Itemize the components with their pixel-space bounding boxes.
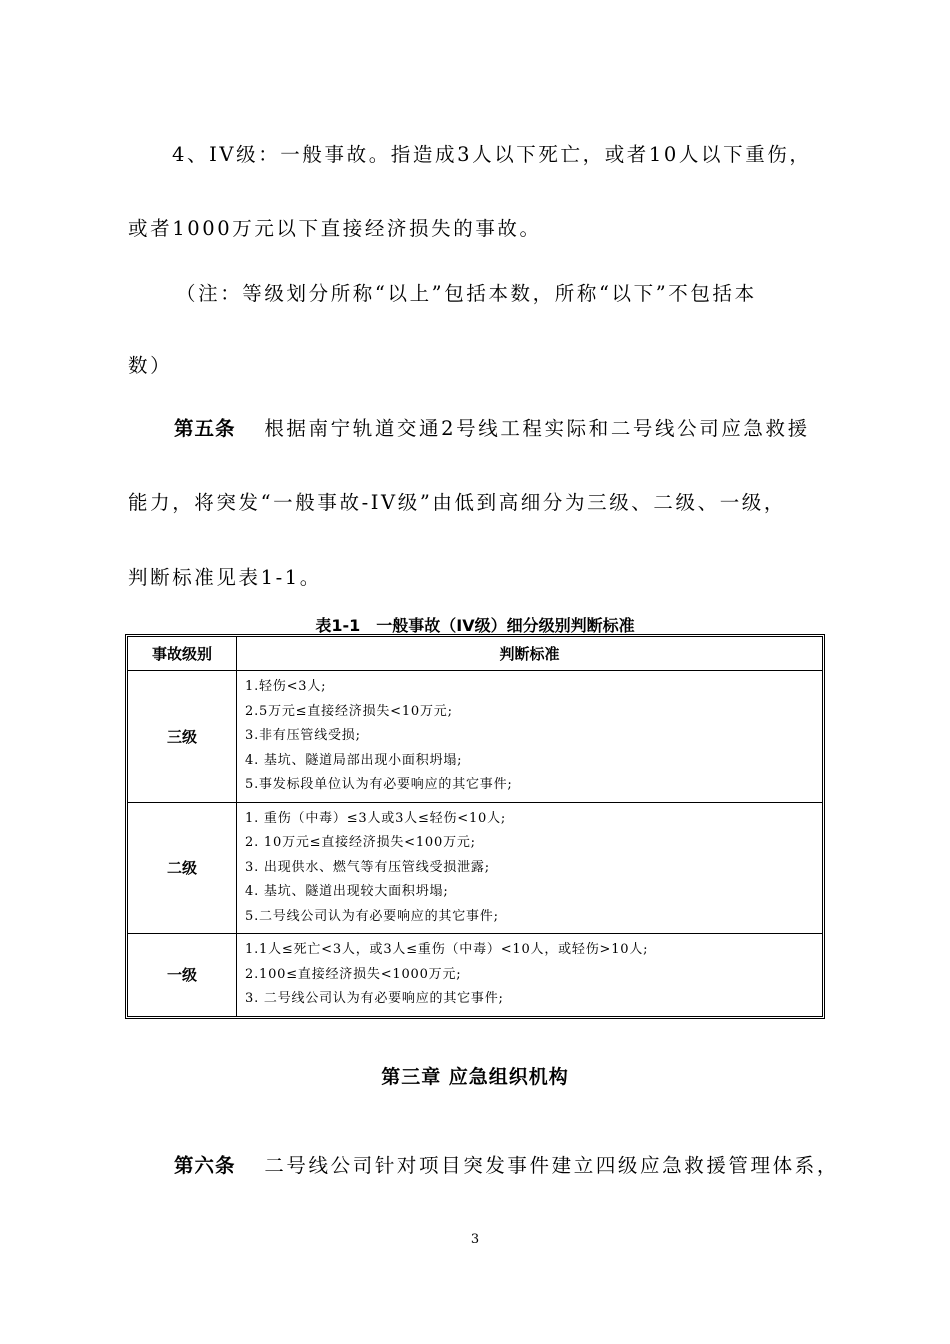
criteria-item: 3. 二号线公司认为有必要响应的其它事件; [245,991,504,1006]
criteria-item: 5.事发标段单位认为有必要响应的其它事件; [245,777,513,792]
level-cell: 一级 [128,934,237,1016]
table-header-row [128,637,822,671]
article-6-label: 第六条 [174,1154,236,1177]
note-line2: 数） [128,354,173,377]
criteria-item: 2. 10万元≤直接经济损失<100万元; [245,835,476,850]
criteria-item: 2.5万元≤直接经济损失<10万元; [245,703,453,719]
article-5-label: 第五条 [174,417,236,440]
criteria-item: 1.1人≤死亡<3人，或3人≤重伤（中毒）<10人，或轻伤>10人; [245,942,649,957]
paragraph-iv-level-line2: 或者1000万元以下直接经济损失的事故。 [128,217,542,240]
criteria-item: 5.二号线公司认为有必要响应的其它事件; [245,908,499,924]
criteria-item: 2.100≤直接经济损失<1000万元; [245,966,462,982]
article-5-line1 [174,413,874,441]
header-criteria: 判断标准 [237,637,822,671]
criteria-item: 1.轻伤<3人; [245,679,327,694]
paragraph-iv-level-line1: 4、IV级：一般事故。指造成3人以下死亡，或者10人以下重伤， [172,143,812,166]
criteria-cell [237,934,822,1016]
article-6-line1 [174,1150,874,1178]
table-row [128,934,822,1016]
level-cell: 三级 [128,671,237,803]
article-5-line3: 判断标准见表1-1。 [128,566,322,589]
note-line1: （注：等级划分所称“以上”包括本数，所称“以下”不包括本 [176,282,757,305]
table-row [128,671,822,803]
criteria-cell [237,803,822,935]
header-level: 事故级别 [128,637,237,671]
criteria-cell [237,671,822,803]
level-cell: 二级 [128,803,237,935]
criteria-item: 4. 基坑、隧道出现较大面积坍塌; [245,884,449,899]
chapter-title: 第三章 应急组织机构 [381,1066,569,1088]
criteria-table [125,634,825,1019]
article-5-line2: 能力，将突发“一般事故-IV级”由低到高细分为三级、二级、一级， [128,491,787,514]
criteria-item: 3.非有压管线受损; [245,728,361,743]
table-caption: 表1-1 一般事故（IV级）细分级别判断标准 [315,616,635,635]
article-6-text: 二号线公司针对项目突发事件建立四级应急救援管理体系， [264,1154,839,1177]
criteria-item: 3. 出现供水、燃气等有压管线受损泄露; [245,859,490,875]
criteria-item: 4. 基坑、隧道局部出现小面积坍塌; [245,752,463,768]
page-number: 3 [470,1232,480,1247]
table-row [128,803,822,935]
article-5-text: 根据南宁轨道交通2号线工程实际和二号线公司应急救援 [264,417,810,440]
criteria-item: 1. 重伤（中毒）≤3人或3人≤轻伤<10人; [245,810,507,826]
